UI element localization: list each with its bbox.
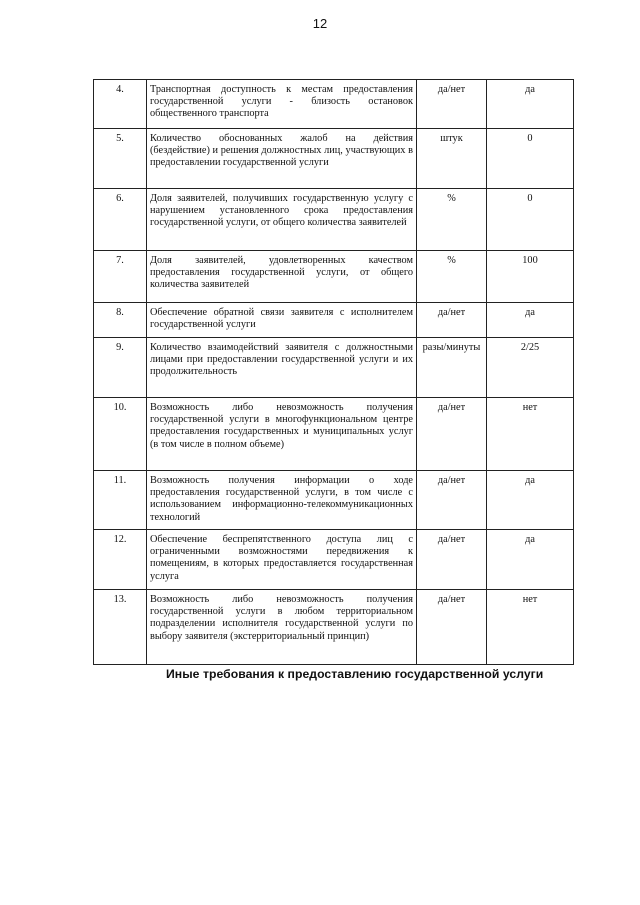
row-number: 8. <box>94 303 147 338</box>
indicator-name: Обеспечение обратной связи заявителя с исполнителем государственной услуги <box>147 303 417 338</box>
table-row <box>94 398 574 471</box>
row-number: 13. <box>94 590 147 665</box>
indicator-name: Доля заявителей, получивших государственную услугу с нарушением установленного срока предоставления государственной услуги, от общего количества заявителей <box>147 189 417 251</box>
value-cell: 2/25 <box>487 338 574 398</box>
table-row <box>94 251 574 303</box>
indicator-name: Транспортная доступность к местам предоставления государственной услуги - близость остановок общественного транспорта <box>147 80 417 129</box>
value-cell: 100 <box>487 251 574 303</box>
unit-cell: да/нет <box>417 80 487 129</box>
value-cell: да <box>487 303 574 338</box>
unit-cell: % <box>417 251 487 303</box>
indicator-name: Количество обоснованных жалоб на действия (бездействие) и решения должностных лиц, участвующих в предоставлении государственной услуги <box>147 129 417 189</box>
value-cell: да <box>487 530 574 590</box>
value-cell: 0 <box>487 129 574 189</box>
row-number: 12. <box>94 530 147 590</box>
row-number: 7. <box>94 251 147 303</box>
value-cell: нет <box>487 590 574 665</box>
table-row <box>94 80 574 129</box>
table-row <box>94 590 574 665</box>
value-cell: нет <box>487 398 574 471</box>
unit-cell: разы/минуты <box>417 338 487 398</box>
row-number: 9. <box>94 338 147 398</box>
indicator-name: Возможность получения информации о ходе предоставления государственной услуги, в том числе с использованием информационно-телекоммуникационных технологий <box>147 471 417 530</box>
unit-cell: % <box>417 189 487 251</box>
row-number: 10. <box>94 398 147 471</box>
row-number: 4. <box>94 80 147 129</box>
page-number: 12 <box>312 16 328 31</box>
unit-cell: да/нет <box>417 471 487 530</box>
row-number: 5. <box>94 129 147 189</box>
indicators-table <box>93 79 574 665</box>
indicator-name: Доля заявителей, удовлетворенных качеством предоставления государственной услуги, от общего количества заявителей <box>147 251 417 303</box>
value-cell: 0 <box>487 189 574 251</box>
unit-cell: да/нет <box>417 398 487 471</box>
indicator-name: Возможность либо невозможность получения государственной услуги в многофункциональном центре предоставления государственных и муниципальных услуг (в том числе в полном объеме) <box>147 398 417 471</box>
unit-cell: да/нет <box>417 530 487 590</box>
indicator-name: Возможность либо невозможность получения государственной услуги в любом территориальном подразделении исполнителя государственной услуги по выбору заявителя (экстерриториальный принцип) <box>147 590 417 665</box>
indicator-name: Количество взаимодействий заявителя с должностными лицами при предоставлении государственной услуги и их продолжительность <box>147 338 417 398</box>
table-row <box>94 303 574 338</box>
value-cell: да <box>487 80 574 129</box>
indicator-name: Обеспечение беспрепятственного доступа лиц с ограниченными возможностями передвижения к помещениям, в которых предоставляется государственная услуга <box>147 530 417 590</box>
unit-cell: да/нет <box>417 590 487 665</box>
unit-cell: да/нет <box>417 303 487 338</box>
row-number: 6. <box>94 189 147 251</box>
table-row <box>94 530 574 590</box>
unit-cell: штук <box>417 129 487 189</box>
row-number: 11. <box>94 471 147 530</box>
table-row <box>94 338 574 398</box>
table-row <box>94 129 574 189</box>
table-row <box>94 189 574 251</box>
value-cell: да <box>487 471 574 530</box>
table-row <box>94 471 574 530</box>
section-heading: Иные требования к предоставлению государственной услуги <box>166 667 544 681</box>
